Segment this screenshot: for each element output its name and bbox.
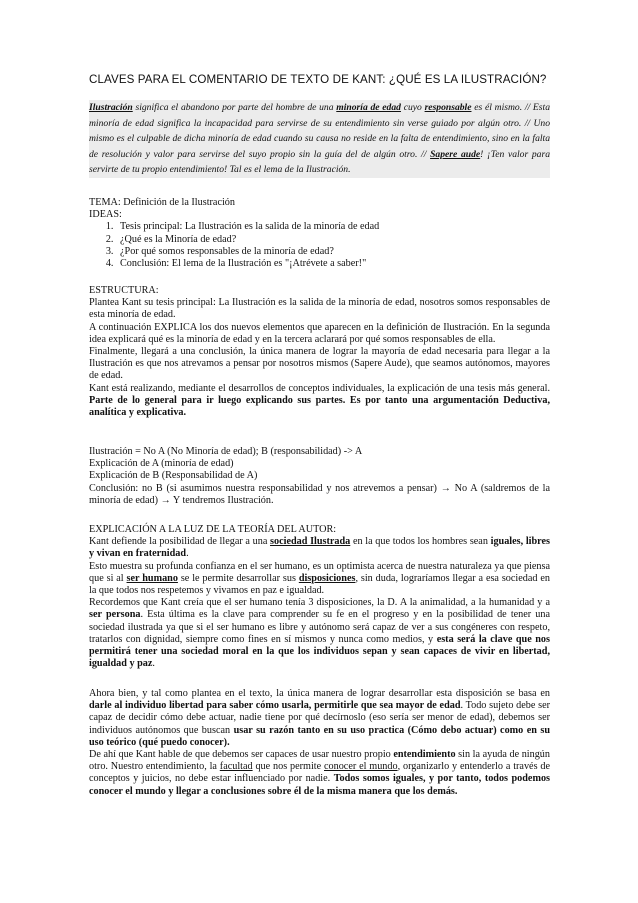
text: se le permite desarrollar sus [177,572,299,584]
logic-line: Explicación de B (Responsabilidad de A) [89,470,258,482]
estructura-paragraph: A continuación EXPLICA los dos nuevos elementos que aparecen en la definición de Ilustración. En la segunda idea explicará qué es la minoría de edad y en la tercera aclarará por qué somos responsables de ella. [89,321,550,345]
text: . [152,658,155,670]
underlined-text: conocer el mundo [324,761,398,773]
underlined-text: facultad [219,761,253,773]
explicacion-paragraph [89,561,550,598]
emphasis-text: sociedad Ilustrada [270,536,351,548]
emphasis-text: ser persona [89,609,141,621]
emphasis-text: iguales, libres y vivan en fraternidad [89,536,550,560]
quote-text: cuyo [400,102,425,113]
estructura-paragraph [89,383,550,420]
explicacion-paragraph [89,597,550,670]
quote-term-minoria: minoría de edad [336,102,401,113]
quote-term-sapere-aude: Sapere aude [430,148,481,160]
estructura-text: Kant está realizando, mediante el desarrollos de conceptos individuales, la explicación de una tesis más general. [89,382,550,394]
emphasis-text: Todos somos iguales, y por tanto, todos podemos conocer el mundo y llegar a conclusiones sobre él de la misma manera que los demás. [89,773,551,797]
quote-text: significa el abandono por parte del hombre de una [132,102,337,113]
idea-item: 1. Tesis principal: La Ilustración es la salida de la minoría de edad [116,221,550,233]
emphasis-text: usar su razón tanto en su uso practica (Cómo debo actuar) como en su uso teórico (qué puedo conocer). [89,724,550,748]
quote-term-ilustracion: Ilustración [89,102,133,113]
emphasis-text: ser humano [126,572,178,584]
text: Recordemos que Kant creía que el ser humano tenía 3 disposiciones, la D. A la animalidad, a la humanidad y a [89,597,550,609]
explicacion-paragraph [89,536,550,560]
text: , organizarlo y entenderlo a través de conceptos y juicios, no debe estar influenciado por nadie. [89,761,550,785]
text: Kant defiende la posibilidad de llegar a una [89,536,271,548]
estructura-paragraph: Finalmente, llegará a una conclusión, la única manera de lograr la mayoría de edad necesaria para llegar a la Ilustración es que nos atrevamos a pensar por nosotros mismos (Sapere Aude), que seamos autónomos, mayores de edad. [89,346,550,382]
emphasis-text: esta será la clave que nos permitirá tener una sociedad moral en la que los individuos sepan y sean capaces de vivir en libertad, igualdad y paz [89,633,550,670]
text: . Esta última es la clave para comprender su fe en el progreso y en la posibilidad de tener una sociedad ilustrada ya que si el ser humano es libre y autónomo será capaz de ver a sus congéneres con respeto, tratarlos con dignidad, siempre como fines en sí mismos y nunca como medios, y [89,609,551,645]
quote-term-responsable: responsable [424,102,472,113]
document-title: CLAVES PARA EL COMENTARIO DE TEXTO DE KANT: ¿QUÉ ES LA ILUSTRACIÓN? [89,73,547,86]
kant-quote-block [89,100,550,178]
idea-item: 2. ¿Qué es la Minoría de edad? [116,234,550,246]
quote-text: ! ¡Ten valor para servirte de tu propio entendimiento! Tal es el lema de la Ilustración. [89,148,551,176]
estructura-paragraph: Plantea Kant su tesis principal: La Ilustración es la salida de la minoría de edad, nosotros somos responsables de esta minoría de edad. [89,297,550,321]
final-paragraph [89,749,550,798]
text: Esto muestra su profunda confianza en el ser humano, es un optimista acerca de nuestra naturaleza ya que piensa que si al [89,560,550,584]
text: sin la ayuda de ningún otro. Nuestro entendimiento, la [89,749,550,773]
explicacion-label: EXPLICACIÓN A LA LUZ DE LA TEORÍA DEL AUTOR: [89,524,337,535]
text: que nos permite [252,761,324,773]
logic-line: Ilustración = No A (No Minoría de edad); B (responsabilidad) -> A [89,446,363,457]
text: . Todo sujeto debe ser capaz de decidir cómo debe actuar, nadie tiene por qué decírnoslo (eso sería ser menor de edad), debemos ser individuos autónomos que buscan [89,700,550,736]
explicacion-section [89,524,550,670]
ideas-list [89,221,550,270]
logic-section [89,446,550,507]
logic-line: Explicación de A (minoría de edad) [89,458,234,470]
tema-ideas-section [89,197,550,270]
ideas-label: IDEAS: [89,209,122,221]
idea-item: 3. ¿Por qué somos responsables de la minoría de edad? [116,246,550,258]
estructura-section [89,285,550,419]
quote-text: es él mismo. // Esta minoría de edad significa la incapacidad para servirse de su entendimiento sin verse guiado por algún otro. // Uno mismo es el culpable de dicha minoría de edad cuando su causa no reside en la falta de entendimiento, sino en la falta de resolución y valor para servirse del suyo propio sin la guía del de algún otro. // [89,102,550,160]
text: De ahí que Kant hable de que debemos ser capaces de usar nuestro propio [89,749,394,761]
tema-line: TEMA: Definición de la Ilustración [89,197,235,208]
text: en la que todos los hombres sean [350,536,491,548]
text: . [186,548,189,560]
final-section [89,688,550,798]
emphasis-text: entendimiento [393,749,456,761]
logic-line: Conclusión: no B (si asumimos nuestra responsabilidad y nos atrevemos a pensar) → No A (saldremos de la minoría de edad) → Y tendremos Ilustración. [89,482,550,506]
estructura-label: ESTRUCTURA: [89,285,159,296]
final-paragraph [89,688,550,749]
text: Ahora bien, y tal como plantea en el texto, la única manera de lograr desarrollar esta disposición se basa en [89,688,550,699]
text: , sin duda, lograríamos llegar a esa sociedad en la que todos nos respetemos y vivamos en paz e igualdad. [89,572,550,597]
idea-item: 4. Conclusión: El lema de la Ilustración es "¡Atrévete a saber!" [116,258,550,270]
estructura-bold-text: Parte de lo general para ir luego explicando sus partes. Es por tanto una argumentación Deductiva, analítica y explicativa. [89,394,550,419]
emphasis-text: darle al individuo libertad para saber cómo usarla, permitirle que sea mayor de edad [89,700,461,712]
emphasis-text: disposiciones [298,572,356,584]
